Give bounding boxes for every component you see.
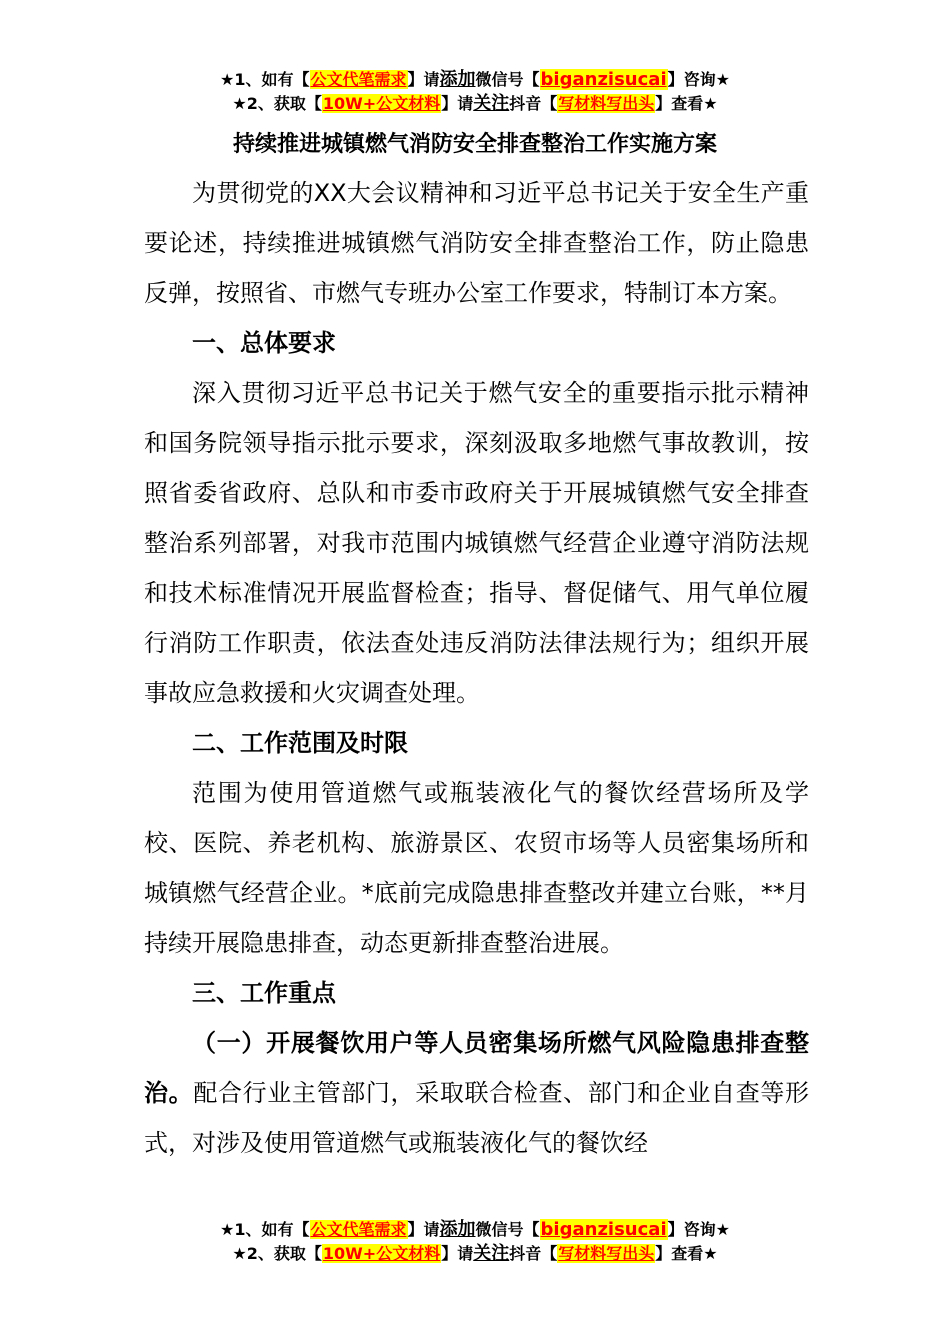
highlight-text: 10W+公文材料: [322, 1244, 441, 1263]
highlight-text: 10W+公文材料: [322, 94, 441, 113]
underlined-text: 关注: [473, 1243, 510, 1264]
banner-line-2: [0, 92, 950, 116]
banner-text: 】请: [407, 70, 440, 89]
highlight-text: biganzisucai: [540, 1219, 667, 1240]
banner-text: 】咨询★: [667, 70, 730, 89]
underlined-text: 添加: [439, 1219, 476, 1240]
banner-text: 微信号【: [475, 1220, 540, 1239]
section-paragraph: 深入贯彻习近平总书记关于燃气安全的重要指示批示精神和国务院领导指示批示要求，深刻汲取多地燃气事故教训，按照省委省政府、总队和市委市政府关于开展城镇燃气安全排查整治系列部署，对我市范围内城镇燃气经营企业遵守消防法规和技术标准情况开展监督检查；指导、督促储气、用气单位履行消防工作职责，依法查处违反消防法律法规行为；组织开展事故应急救援和火灾调查处理。: [144, 379, 809, 707]
banner-text: ★2、获取【: [232, 94, 322, 113]
intro-paragraph: 为贯彻党的XX大会议精神和习近平总书记关于安全生产重要论述，持续推进城镇燃气消防安全排查整治工作，防止隐患反弹，按照省、市燃气专班办公室工作要求，特制订本方案。: [144, 179, 809, 307]
banner-text: 】咨询★: [667, 1220, 730, 1239]
banner-text: ★1、如有【: [220, 1220, 310, 1239]
banner-text: ★1、如有【: [220, 70, 310, 89]
banner-text: 抖音【: [509, 94, 558, 113]
highlight-text: 写材料写出头: [558, 1244, 655, 1263]
section-heading: 一、总体要求: [192, 329, 336, 357]
section-heading: 二、工作范围及时限: [192, 729, 408, 757]
section-heading: 三、工作重点: [192, 979, 336, 1007]
banner-text: 】请: [441, 1244, 474, 1263]
document-title: 持续推进城镇燃气消防安全排查整治工作实施方案: [232, 132, 717, 157]
header-banner: [0, 68, 950, 116]
footer-banner: [0, 1218, 950, 1266]
highlight-text: 写材料写出头: [558, 94, 655, 113]
banner-text: 】请: [407, 1220, 440, 1239]
section-paragraph: 范围为使用管道燃气或瓶装液化气的餐饮经营场所及学校、医院、养老机构、旅游景区、农贸市场等人员密集场所和城镇燃气经营企业。*底前完成隐患排查整改并建立台账，**月持续开展隐患排查，动态更新排查整治进展。: [144, 779, 809, 957]
item-text: 配合行业主管部门，采取联合检查、部门和企业自查等形式，对涉及使用管道燃气或瓶装液化气的餐饮经: [144, 1079, 810, 1157]
banner-line-1: [0, 1218, 950, 1242]
document-body: [144, 168, 809, 1168]
highlight-text: 公文代笔需求: [310, 70, 407, 89]
item-paragraph: [144, 1018, 809, 1168]
banner-text: 微信号【: [475, 70, 540, 89]
banner-line-1: [0, 68, 950, 92]
banner-text: 】查看★: [655, 94, 718, 113]
banner-text: ★2、获取【: [232, 1244, 322, 1263]
item-heading: （一）开展餐饮用户等人员密集场所燃气风险隐患排查整治。: [144, 1029, 809, 1107]
banner-text: 】请: [441, 94, 474, 113]
highlight-text: biganzisucai: [540, 69, 667, 90]
banner-line-2: [0, 1242, 950, 1266]
underlined-text: 关注: [473, 93, 510, 114]
underlined-text: 添加: [439, 69, 476, 90]
banner-text: 抖音【: [509, 1244, 558, 1263]
highlight-text: 公文代笔需求: [310, 1220, 407, 1239]
banner-text: 】查看★: [655, 1244, 718, 1263]
